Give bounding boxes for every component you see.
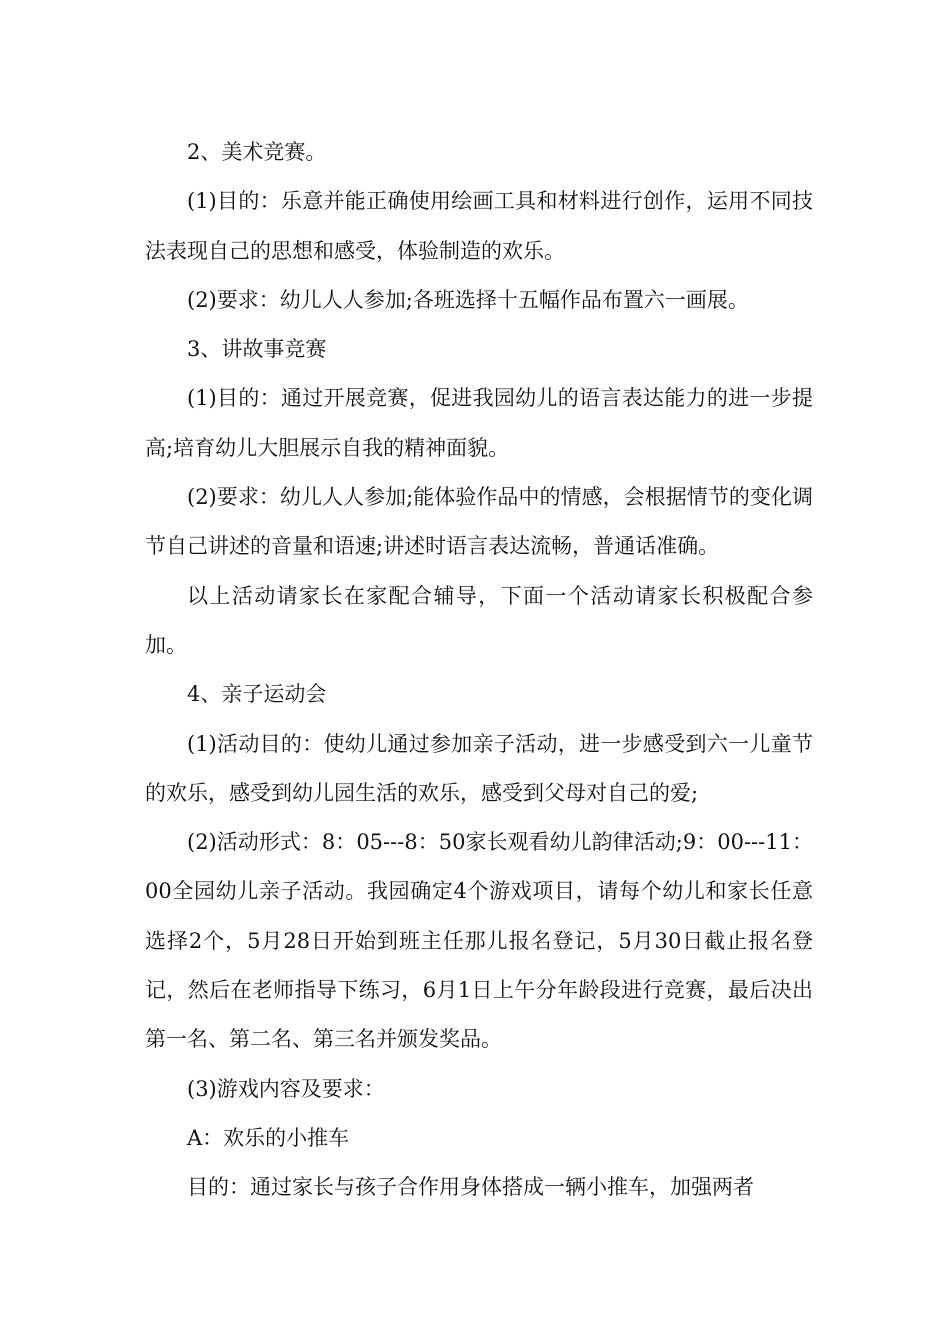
heading-art-contest: 2、美术竞赛。 [187, 140, 327, 164]
document-body [145, 128, 813, 1213]
paragraph-storytelling-goal: (1)目的：通过开展竞赛，促进我园幼儿的语言表达能力的进一步提高;培育幼儿大胆展示自我的精神面貌。 [145, 386, 813, 460]
paragraph-parent-note: 以上活动请家长在家配合辅导，下面一个活动请家长积极配合参加。 [145, 583, 813, 657]
paragraph-game-content: (3)游戏内容及要求： [187, 1076, 385, 1101]
paragraph-storytelling-requirement: (2)要求：幼儿人人参加;能体验作品中的情感，会根据情节的变化调节自己讲述的音量和语速;讲述时语言表达流畅，普通话准确。 [145, 485, 813, 559]
paragraph-sports-format: (2)活动形式：8：05---8：50家长观看幼儿韵律活动;9：00---11：00全园幼儿亲子活动。我园确定4个游戏项目，请每个幼儿和家长任意选择2个，5月28日开始到班主任那儿报名登记，5月30日截止报名登记，然后在老师指导下练习，6月1日上午分年龄段进行竞赛，最后决出第一名、第二名、第三名并颁发奖品。 [145, 830, 813, 1052]
paragraph-art-goal: (1)目的：乐意并能正确使用绘画工具和材料进行创作，运用不同技法表现自己的思想和感受，体验制造的欢乐。 [145, 189, 813, 263]
paragraph-art-requirement: (2)要求：幼儿人人参加;各班选择十五幅作品布置六一画展。 [187, 287, 749, 312]
heading-game-a: A：欢乐的小推车 [187, 1125, 350, 1150]
paragraph-game-a-goal: 目的：通过家长与孩子合作用身体搭成一辆小推车，加强两者 [187, 1175, 754, 1200]
heading-sports-meet: 4、亲子运动会 [187, 682, 327, 707]
paragraph-sports-goal: (1)活动目的：使幼儿通过参加亲子活动，进一步感受到六一儿童节的欢乐，感受到幼儿园生活的欢乐，感受到父母对自己的爱; [145, 731, 813, 805]
heading-storytelling-contest: 3、讲故事竞赛 [187, 337, 327, 362]
